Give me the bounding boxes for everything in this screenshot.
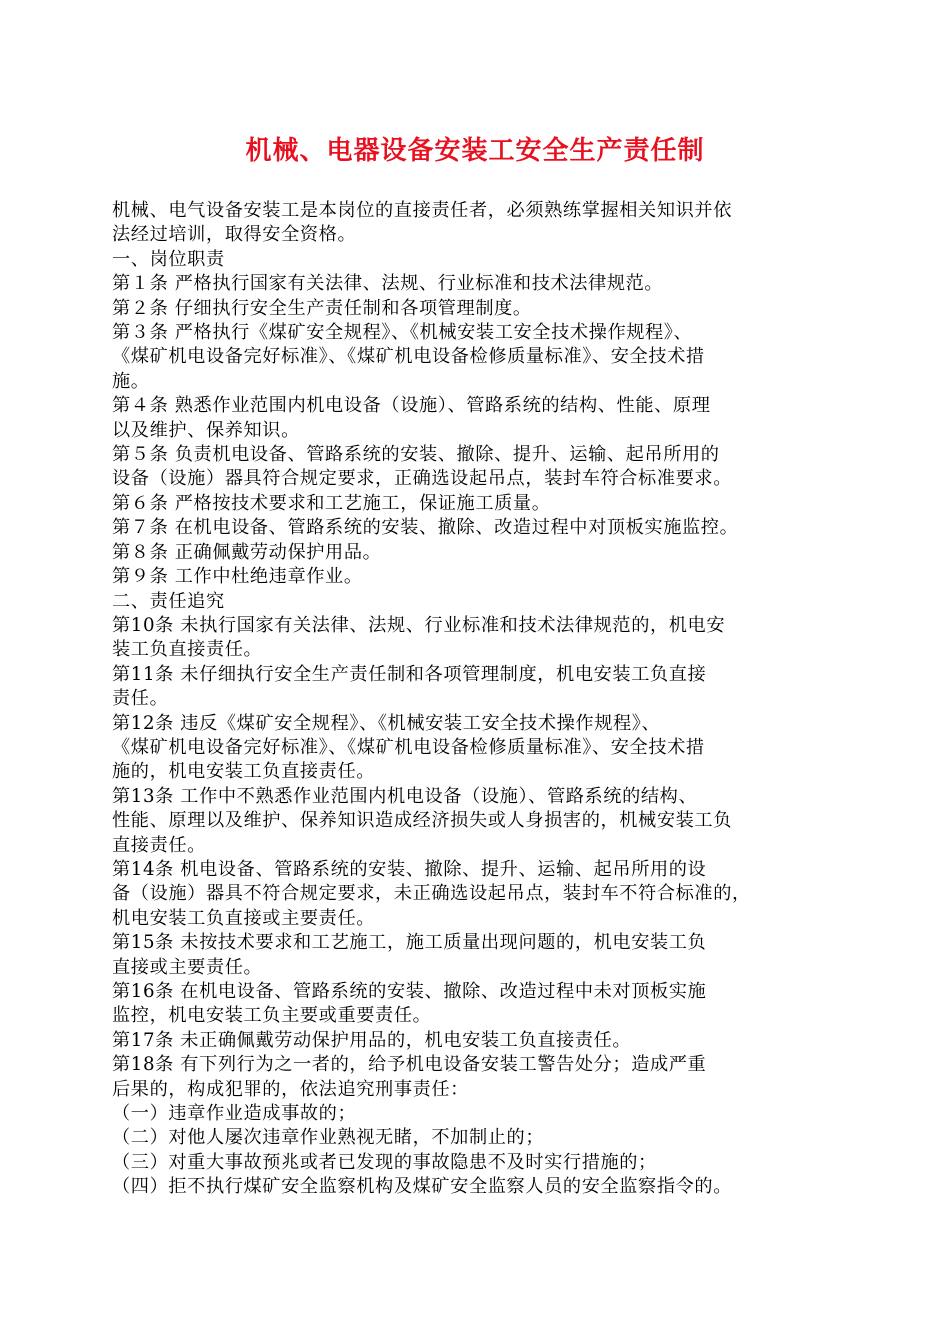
text-line: 施的，机电安装工负直接责任。 [112,761,376,783]
text-line: 直接责任。 [112,834,206,856]
text-line: 监控，机电安装工负主要或重要责任。 [112,1005,432,1027]
text-line: 性能、原理以及维护、保养知识造成经济损失或人身损害的，机械安装工负 [112,810,732,832]
article-line: 第１条 严格执行国家有关法律、法规、行业标准和技术法律规范。 [112,273,664,295]
article-line: 第10条 未执行国家有关法律、法规、行业标准和技术法律规范的，机电安 [112,614,726,636]
text-line: 后果的，构成犯罪的，依法追究刑事责任： [112,1078,469,1100]
text-line: 装工负直接责任。 [112,639,263,661]
article-line: 第５条 负责机电设备、管路系统的安装、撤除、提升、运输、起吊所用的 [112,444,720,466]
text-line: 以及维护、保养知识。 [112,419,300,441]
text-line: 施。 [112,370,150,392]
article-line: 第12条 违反《煤矿安全规程》、《机械安装工安全技术操作规程》、 [112,712,661,734]
article-line: 第16条 在机电设备、管路系统的安装、撤除、改造过程中未对顶板实施 [112,981,707,1002]
list-item: （一）违章作业造成事故的； [112,1103,357,1125]
text-line: 机械、电气设备安装工是本岗位的直接责任者，必须熟练掌握相关知识并依 [112,200,732,221]
list-item: （四）拒不执行煤矿安全监察机构及煤矿安全监察人员的安全监察指令的。 [112,1176,732,1198]
article-line: 第６条 严格按技术要求和工艺施工，保证施工质量。 [112,492,551,514]
article-line: 第14条 机电设备、管路系统的安装、撤除、提升、运输、起吊所用的设 [112,858,707,880]
text-line: 法经过培训，取得安全资格。 [112,224,357,246]
text-line: 责任。 [112,688,169,710]
article-line: 第11条 未仔细执行安全生产责任制和各项管理制度，机电安装工负直接 [112,663,707,685]
article-line: 第４条 熟悉作业范围内机电设备（设施）、管路系统的结构、性能、原理 [112,395,711,417]
section-heading: 二、责任追究 [112,590,225,612]
document-body [112,199,852,1200]
list-item: （三）对重大事故预兆或者已发现的事故隐患不及时实行措施的； [112,1151,657,1173]
article-line: 第２条 仔细执行安全生产责任制和各项管理制度。 [112,297,532,319]
text-line: 直接或主要责任。 [112,956,263,978]
article-line: 第15条 未按技术要求和工艺施工，施工质量出现问题的，机电安装工负 [112,932,707,954]
article-line: 第９条 工作中杜绝违章作业。 [112,566,363,588]
article-line: 第18条 有下列行为之一者的，给予机电设备安装工警告处分；造成严重 [112,1054,707,1076]
article-line: 第13条 工作中不熟悉作业范围内机电设备（设施）、管路系统的结构、 [112,785,698,807]
section-heading: 一、岗位职责 [112,248,225,270]
document-title: 机械、电器设备安装工安全生产责任制 [245,136,705,166]
text-line: 《煤矿机电设备完好标准》、《煤矿机电设备检修质量标准》、安全技术措 [112,736,705,758]
article-line: 第７条 在机电设备、管路系统的安装、撤除、改造过程中对顶板实施监控。 [112,517,739,539]
article-line: 第17条 未正确佩戴劳动保护用品的，机电安装工负直接责任。 [112,1029,632,1051]
list-item: （二）对他人屡次违章作业熟视无睹，不加制止的； [112,1127,545,1149]
text-line: 《煤矿机电设备完好标准》、《煤矿机电设备检修质量标准》、安全技术措 [112,346,705,368]
article-line: 第８条 正确佩戴劳动保护用品。 [112,541,382,563]
text-line: 机电安装工负直接或主要责任。 [112,907,376,929]
article-line: 第３条 严格执行《煤矿安全规程》、《机械安装工安全技术操作规程》、 [112,322,693,344]
text-line: 设备（设施）器具符合规定要求，正确选设起吊点，装封车符合标准要求。 [112,468,732,490]
text-line: 备（设施）器具不符合规定要求，未正确选设起吊点，装封车不符合标准的， [112,883,751,905]
